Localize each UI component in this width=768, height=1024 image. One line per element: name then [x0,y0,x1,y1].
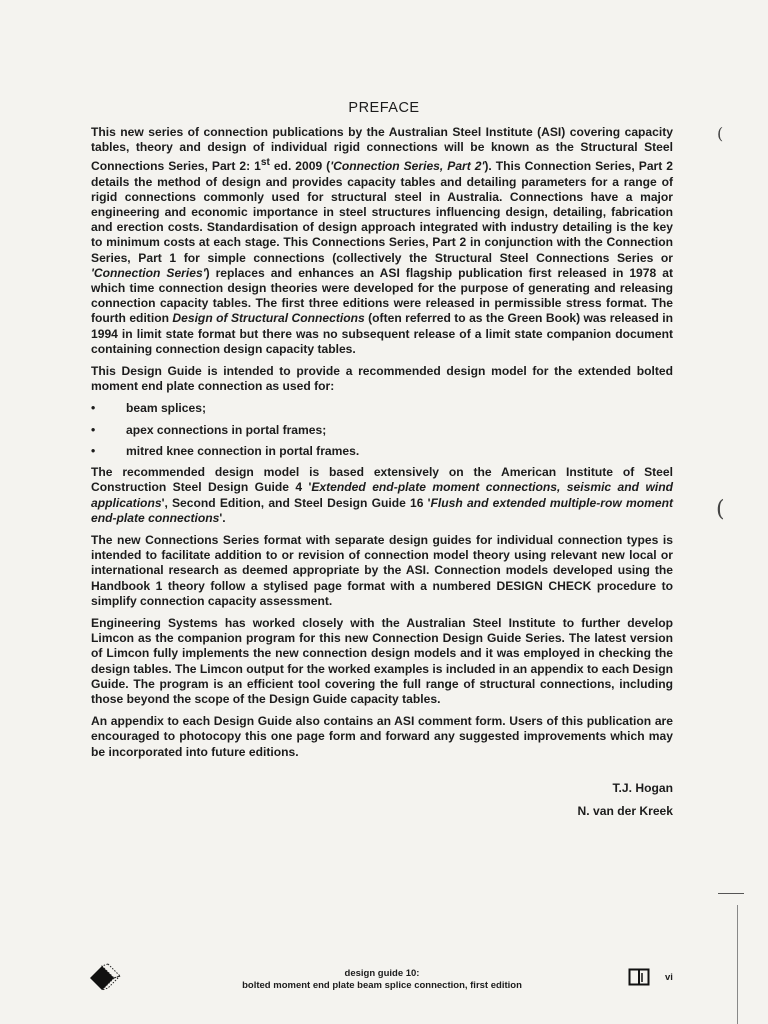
list-item: • mitred knee connection in portal frames. [91,443,360,458]
body-text [91,125,673,767]
bullet-list [91,401,673,459]
asi-logo-icon [88,962,128,1003]
bullet-icon: • [91,401,96,416]
book-icon [628,968,650,991]
paragraph-4: The new Connections Series format with separate design guides for individual connection types is intended to facilitate addition to or revision of connection model theory using relevant new local or international research as deemed appropriate by the ASI. Connection models developed using the Handbook 1 theory follow a stylised page format with a numbered DESIGN CHECK procedure to simplify connection capacity assessment. [91,532,673,608]
paragraph-6: An appendix to each Design Guide also contains an ASI comment form. Users of this publication are encouraged to photocopy this one page form and forward any suggested improvements which may be incorporated into future editions. [91,714,673,759]
signature-name: T.J. Hogan [612,781,673,795]
footer-line-2: bolted moment end plate beam splice connection, first edition [242,980,522,991]
margin-mark: ( [716,497,725,522]
paragraph-1: This new series of connection publications by the Australian Steel Institute (ASI) covering capacity tables, theory and design of individual rigid connections will be known as the Structural Steel Connections Series, Part 2: 1st ed. 2009 ('Connection Series, Part 2'). This Connection Series, Part 2 details the method of design and provides capacity tables and detailing parameters for a range of rigid connections commonly used for structural steel in Australia. Connections have a major engineering and economic importance in steel structures influencing design, detailing, fabrication and erection costs. Standardisation of design approach integrated with industry detailing is the key to minimum costs at each stage. This Connections Series, Part 2 in conjunction with the Connection Series, Part 1 for simple connections (collectively the Structural Steel Connections Series or 'Connection Series') replaces and enhances an ASI flagship publication first released in 1978 at which time connection design theories were developed for the purpose of generating and releasing connection capacity tables. The first three editions were released in permissible stress format. The fourth edition Design of Structural Connections (often referred to as the Green Book) was released in 1994 in limit state format but there was no subsequent release of a limit state companion document containing connection design capacity tables. [91,125,674,356]
page-number: vi [665,972,673,983]
page-footer [180,968,584,992]
footer-line-1: design guide 10: [344,968,420,979]
paragraph-3: The recommended design model is based extensively on the American Institute of Steel Construction Steel Design Guide 4 'Extended end-plate moment connections, seismic and wind applications', Second Edition, and Steel Design Guide 16 'Flush and extended multiple-row moment end-plate connections'. [91,465,674,525]
paragraph-5: Engineering Systems has worked closely with the Australian Steel Institute to further develop Limcon as the companion program for this new Connection Design Guide Series. The latest version of Limcon fully implements the new connection design models and it was employed in checking the design tables. The Limcon output for the worked examples is included in an appendix to each Design Guide. The program is an efficient tool covering the full range of structural connections, including those beyond the scope of the Design Guide capacity tables. [91,615,673,706]
list-item: • apex connections in portal frames; [91,422,327,437]
list-item: • beam splices; [91,401,206,416]
margin-mark: ( [717,124,724,143]
scan-edge-line [718,893,744,894]
scan-edge-line [737,905,738,1024]
bullet-icon: • [91,443,96,458]
page-title: PREFACE [348,100,420,116]
bullet-icon: • [91,422,96,437]
signatures [578,781,673,827]
paragraph-2: This Design Guide is intended to provide a recommended design model for the extended bolted moment end plate connection as used for: [91,364,673,394]
signature-name: N. van der Kreek [577,804,673,818]
